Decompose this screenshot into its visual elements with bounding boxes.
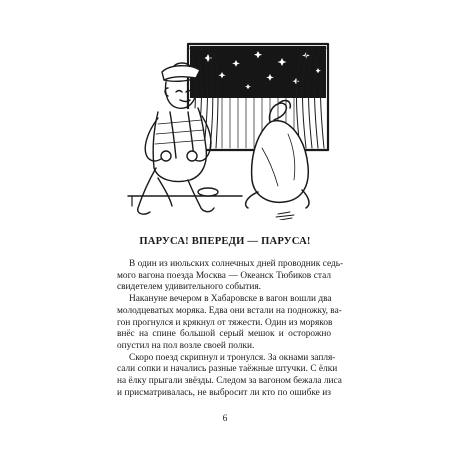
paragraph-1 — [117, 259, 344, 294]
paragraph-2 — [117, 294, 342, 353]
text-line: на ёлку прыгали звёзды. Следом за вагоном бежала лиса — [117, 376, 342, 387]
page-number: 6 — [222, 414, 228, 424]
text-line: и присматривалась, не выбросит ли кто по ошибке из — [117, 387, 331, 398]
text-line: В один из июльских солнечных дней проводник седь- — [129, 259, 344, 269]
floor-shadow — [276, 212, 294, 220]
text-line: молодцеватых моряка. Едва они встали на подножку, ва- — [117, 305, 342, 316]
text-line: мого вагона поезда Москва — Океанск Тюбиков стал — [117, 270, 331, 281]
paragraph-3 — [117, 352, 342, 400]
sack-figure — [246, 101, 309, 208]
text-line: сали сопки и начались разные таёжные штучки. С ёлки — [117, 364, 338, 375]
text-line: Скоро поезд скрипнул и тронулся. За окнами запля- — [129, 352, 336, 363]
train-compartment-illustration — [118, 8, 334, 220]
text-line: Накануне вечером в Хабаровске в вагон вошли два — [129, 294, 332, 305]
chapter-title: ПАРУСА! ВПЕРЕДИ — ПАРУСА! — [139, 236, 311, 247]
body-text — [117, 259, 344, 399]
text-line: внёс на спине большой серый мешок и осторожно — [117, 329, 331, 340]
text-line: гон прогнулся и крякнул от тяжести. Один из моряков — [117, 317, 333, 328]
text-line: свидетелем удивительного события. — [117, 282, 262, 293]
text-line: опустил на пол возле своей полки. — [117, 340, 255, 351]
